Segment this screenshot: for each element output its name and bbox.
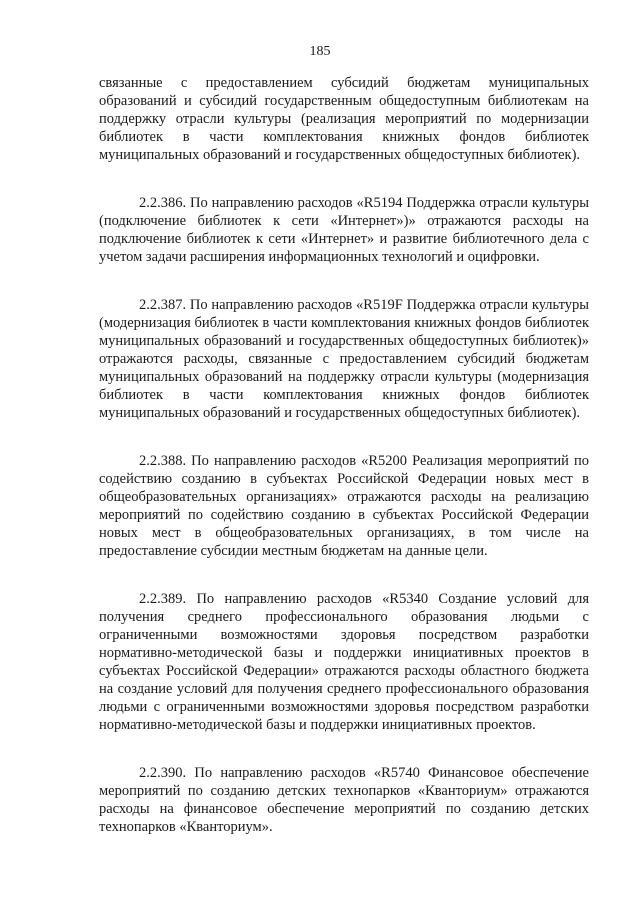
paragraph-continuation: связанные с предоставлением субсидий бюджетам муниципальных образований и субсидий государственным общедоступным библиотекам на поддержку отрасли культуры (реализация мероприятий по модернизации библиотек в части комплектования книжных фондов библиотек муниципальных образований и государственных общедоступных библиотек).	[99, 75, 589, 163]
paragraph-2-2-390: 2.2.390. По направлению расходов «R5740 Финансовое обеспечение мероприятий по созданию детских технопарков «Кванториум» отражаются расходы на финансовое обеспечение мероприятий по созданию детских технопарков «Кванториум».	[99, 765, 589, 835]
paragraph-2-2-386: 2.2.386. По направлению расходов «R5194 Поддержка отрасли культуры (подключение библиотек к сети «Интернет»)» отражаются расходы на подключение библиотек к сети «Интернет» и развитие библиотечного дела с учетом задачи расширения информационных технологий и оцифровки.	[99, 195, 589, 265]
paragraph-gap	[99, 422, 589, 452]
paragraph-gap	[99, 734, 589, 764]
paragraph-gap	[99, 560, 589, 590]
page-number: 185	[309, 44, 331, 59]
paragraph-2-2-387: 2.2.387. По направлению расходов «R519F Поддержка отрасли культуры (модернизация библиотек в части комплектования книжных фондов библиотек муниципальных образований и государственных общедоступных библиотек)» отражаются расходы, связанные с предоставлением субсидий бюджетам муниципальных образований на поддержку отрасли культуры (модернизация библиотек в части комплектования книжных фондов библиотек муниципальных образований и государственных общедоступных библиотек).	[99, 297, 589, 421]
paragraph-2-2-389: 2.2.389. По направлению расходов «R5340 Создание условий для получения среднего профессионального образования людьми с ограниченными возможностями здоровья посредством разработки нормативно-методической базы и поддержки инициативных проектов в субъектах Российской Федерации» отражаются расходы областного бюджета на создание условий для получения среднего профессионального образования людьми с ограниченными возможностями здоровья посредством разработки нормативно-методической базы и поддержки инициативных проектов.	[99, 591, 589, 733]
document-body	[99, 74, 589, 836]
paragraph-2-2-388: 2.2.388. По направлению расходов «R5200 Реализация мероприятий по содействию созданию в субъектах Российской Федерации новых мест в общеобразовательных организациях» отражаются расходы на реализацию мероприятий по содействию созданию в субъектах Российской Федерации новых мест в общеобразовательных организациях, в том числе на предоставление субсидии местным бюджетам на данные цели.	[99, 453, 589, 559]
paragraph-gap	[99, 266, 589, 296]
paragraph-gap	[99, 164, 589, 194]
